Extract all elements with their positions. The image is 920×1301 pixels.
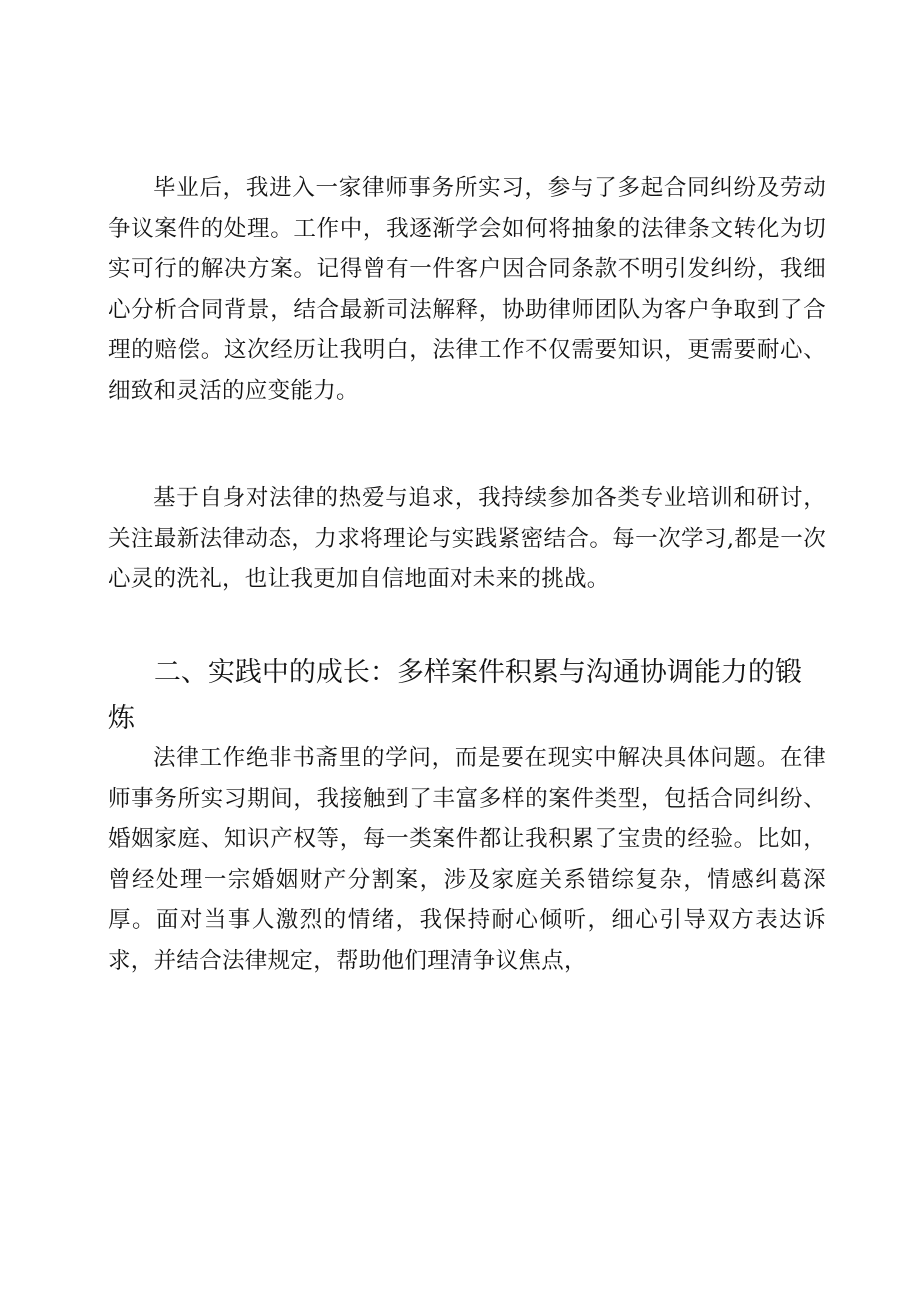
body-paragraph-training: 基于自身对法律的热爱与追求，我持续参加各类专业培训和研讨，关注最新法律动态，力求将理论与实践紧密结合。每一次学习,都是一次心灵的洗礼，也让我更加自信地面对未来的挑战。 xyxy=(108,485,826,593)
section-heading: 二、实践中的成长：多样案件积累与沟通协调能力的锻炼 xyxy=(108,657,802,734)
body-paragraph-internship: 毕业后，我进入一家律师事务所实习，参与了多起合同纠纷及劳动争议案件的处理。工作中，我逐渐学会如何将抽象的法律条文转化为切实可行的解决方案。记得曾有一件客户因合同条款不明引发纠纷，我细心分析合同背景，结合最新司法解释，协助律师团队为客户争取到了合理的赔偿。这次经历让我明白，法律工作不仅需要知识，更需要耐心、细致和灵活的应变能力。 xyxy=(108,175,826,404)
body-paragraph-practice: 法律工作绝非书斋里的学问，而是要在现实中解决具体问题。在律师事务所实习期间，我接触到了丰富多样的案件类型，包括合同纠纷、婚姻家庭、知识产权等，每一类案件都让我积累了宝贵的经验。比如，曾经处理一宗婚姻财产分割案，涉及家庭关系错综复杂，情感纠葛深厚。面对当事人激烈的情绪，我保持耐心倾听，细心引导双方表达诉求，并结合法律规定，帮助他们理清争议焦点， xyxy=(108,745,826,974)
